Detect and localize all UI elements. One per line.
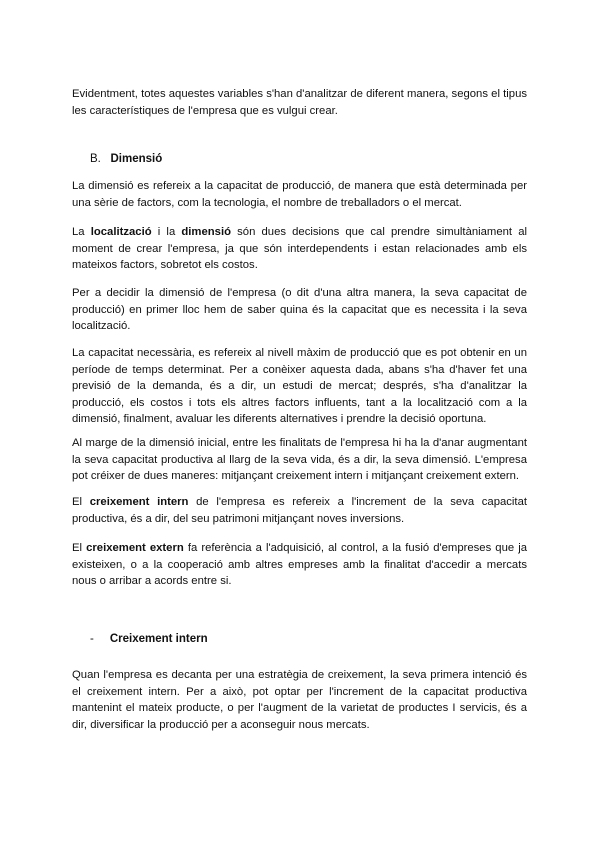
decisions-lead: La: [72, 226, 91, 238]
section-b-title: Dimensió: [110, 153, 163, 165]
creixement-intern-title: Creixement intern: [109, 633, 208, 645]
extern-rest: fa referència a l'adquisició, al control, a la fusió d'empreses que ja existeixen, o a la cooperació amb altres empreses amb la finalitat d'accedir a mercats nous o arribar a acords entre si.: [72, 542, 528, 587]
section-b-heading: [90, 151, 162, 167]
term-dimensio: dimensió: [181, 226, 231, 238]
term-localitzacio: localització: [90, 226, 152, 238]
decidir-paragraph: [72, 285, 527, 335]
quan-paragraph: [72, 667, 527, 733]
capacitat-paragraph: [72, 345, 527, 428]
dimensio-text: La dimensió es refereix a la capacitat de producció, de manera que està determinada per una sèrie de factors, com la tecnologia, el nombre de treballadors o el mercat.: [72, 180, 527, 209]
marge-text: Al marge de la dimensió inicial, entre les finalitats de l'empresa hi ha la d'anar augmentant la seva capacitat productiva al llarg de la seva vida, és a dir, la seva dimensió. L'empresa pot créixer de dues maneres: mitjançant creixement intern i mitjançant creixement extern.: [72, 437, 527, 482]
dimensio-paragraph: [72, 178, 527, 211]
intern-rest: de l'empresa es refereix a l'increment de la seva capacitat productiva, és a dir, del seu patrimoni mitjançant noves inversions.: [72, 496, 527, 525]
intro-paragraph: [72, 86, 527, 119]
marge-paragraph: [72, 435, 527, 485]
extern-lead: El: [72, 542, 87, 554]
term-creixement-extern: creixement extern: [86, 542, 184, 554]
capacitat-text: La capacitat necessària, es refereix al nivell màxim de producció que es pot obtenir en un període de temps determinat. Per a conèixer aquesta dada, abans s'ha d'haver fet una previsió de la demanda, és a dir, un estudi de mercat; després, s'ha d'analitzar la producció, els costos i tots els altres factors influents, tant a la localització com a la dimensió, finalment, avaluar les diferents alternatives i prendre la decisió oportuna.: [72, 347, 527, 425]
bullet-marker: -: [90, 633, 94, 645]
section-b-marker: B.: [90, 153, 101, 165]
intro-text: Evidentment, totes aquestes variables s'han d'analitzar de diferent manera, segons el tipus les característiques de l'empresa que es vulgui crear.: [72, 88, 527, 117]
extern-paragraph: [72, 540, 527, 590]
decisions-paragraph: [72, 224, 527, 274]
decisions-rest: són dues decisions que cal prendre simultàniament al moment de crear l'empresa, ja que són interdependents i estan relacionades amb els mateixos factors, sobretot els costos.: [72, 226, 527, 271]
intern-lead: El: [72, 496, 90, 508]
term-creixement-intern: creixement intern: [89, 496, 189, 508]
decisions-mid: i la: [151, 226, 182, 238]
decidir-text: Per a decidir la dimensió de l'empresa (o dit d'una altra manera, la seva capacitat de producció) en primer lloc hem de saber quina és la capacitat que es necessita i la seva localització.: [72, 287, 527, 332]
quan-text: Quan l'empresa es decanta per una estratègia de creixement, la seva primera intenció és el creixement intern. Per a això, pot optar per l'increment de la capacitat productiva mantenint el mateix producte, o per l'augment de la varietat de productes I servicis, és a dir, diversificar la producció per a aconseguir nous mercats.: [72, 669, 527, 731]
creixement-intern-heading: [90, 631, 208, 647]
intern-paragraph: [72, 494, 527, 527]
